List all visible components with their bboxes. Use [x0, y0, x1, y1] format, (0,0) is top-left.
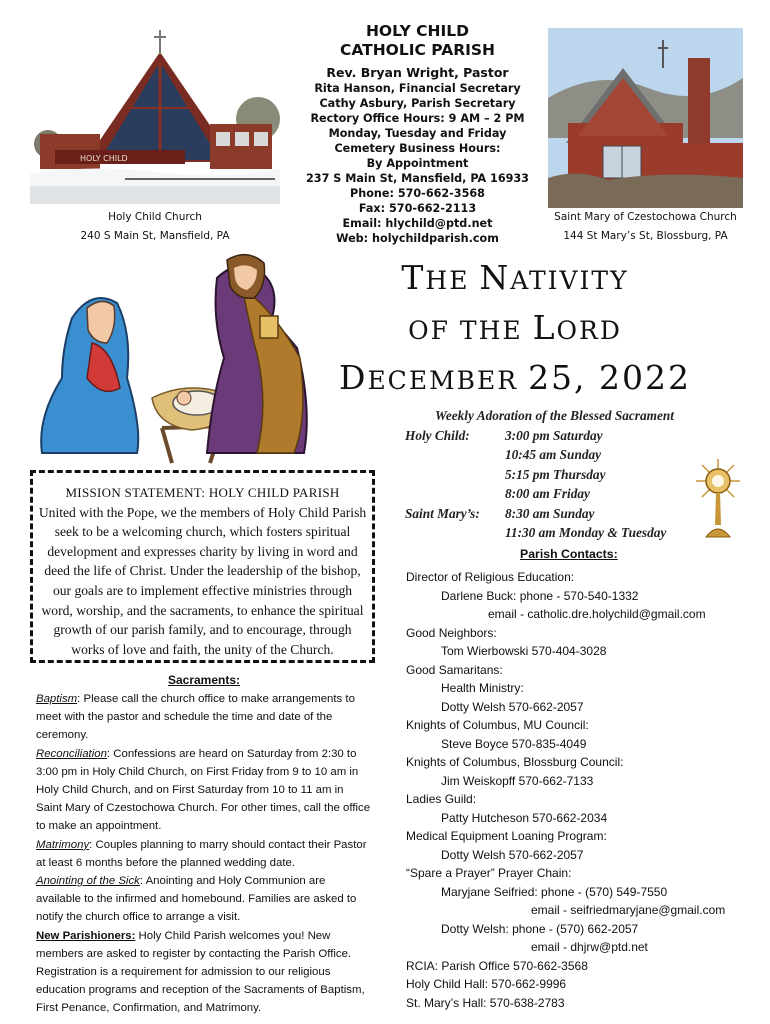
parish-info-line: Fax: 570-662-2113	[358, 202, 477, 215]
church-sign-text: HOLY CHILD	[80, 154, 128, 163]
holy-child-church-photo	[30, 24, 280, 204]
right-church-name: Saint Mary of Czestochowa Church	[554, 211, 737, 223]
parish-header	[290, 22, 545, 246]
adoration-place	[405, 486, 505, 505]
contact-line: St. Mary’s Hall: 570-638-2783	[406, 995, 565, 1010]
contact-line: Good Samaritans:	[406, 662, 503, 677]
adoration-row	[405, 428, 715, 447]
parish-info-line: Cemetery Business Hours:	[334, 142, 501, 155]
adoration-place: Holy Child:	[405, 428, 470, 443]
parish-info-line: Web: holychildparish.com	[336, 232, 499, 245]
parish-name-line1: HOLY CHILD	[365, 22, 470, 40]
adoration-schedule	[405, 408, 715, 544]
feast-title	[325, 258, 705, 408]
title-line-3: DECEMBER 25, 2022	[338, 358, 692, 397]
sacrament-term-separator: :	[106, 747, 111, 760]
contact-line: “Spare a Prayer” Prayer Chain:	[406, 866, 572, 880]
parish-info-lines	[290, 81, 545, 246]
adoration-place	[405, 525, 505, 544]
left-church-name: Holy Child Church	[108, 211, 202, 223]
contact-line: Dotty Welsh 570-662-2057	[441, 847, 584, 862]
parish-name-line2: CATHOLIC PARISH	[339, 41, 496, 59]
contact-line: Director of Religious Education:	[406, 570, 575, 584]
contact-line: Patty Hutcheson 570-662-2034	[441, 810, 608, 825]
left-church-address: 240 S Main St, Mansfield, PA	[80, 230, 230, 242]
contact-line: email - catholic.dre.holychild@gmail.com	[488, 607, 706, 621]
sacrament-term: Baptism	[36, 693, 78, 705]
sacrament-description: Holy Child Parish welcomes you! New members are asked to register by contacting the Parish Office. Registration is a requirement for admission to our religious education programs and reception of the Sacraments of Baptism, First Penance, Confirmation, and Matrimony.	[36, 929, 365, 1015]
adoration-time: 8:30 am Sunday	[505, 505, 595, 521]
adoration-row	[405, 525, 715, 544]
adoration-place	[405, 447, 505, 466]
left-church-caption	[30, 208, 280, 246]
sacraments-heading: Sacraments:	[167, 673, 241, 687]
contact-line: email - dhjrw@ptd.net	[531, 940, 648, 954]
adoration-heading: Weekly Adoration of the Blessed Sacrament	[435, 408, 674, 423]
sacrament-items	[36, 690, 372, 1018]
contact-line: Knights of Columbus, MU Council:	[406, 718, 589, 732]
sacrament-term: Anointing of the Sick	[36, 875, 140, 888]
pastor-name: Rev. Bryan Wright, Pastor	[326, 65, 509, 80]
contacts-heading: Parish Contacts:	[520, 547, 618, 561]
sacrament-term-separator: :	[77, 693, 81, 705]
contact-line: Knights of Columbus, Blossburg Council:	[406, 755, 624, 769]
contact-line: Dotty Welsh 570-662-2057	[441, 699, 584, 714]
sacrament-description: Couples planning to marry should contact their Pastor at least 6 months before the planned wedding date.	[36, 838, 367, 869]
sacrament-term: Matrimony	[36, 838, 90, 851]
mission-heading: MISSION STATEMENT: HOLY CHILD PARISH	[65, 485, 340, 500]
adoration-row	[405, 506, 715, 525]
title-line-2: OF THE LORD	[408, 308, 622, 347]
adoration-place	[405, 467, 505, 486]
sacraments-section	[36, 672, 372, 1018]
adoration-row	[405, 467, 715, 486]
mission-text: United with the Pope, we the members of Holy Child Parish seek to be a welcoming church, which fosters spiritual development and expresses charity by living in word and deed the life of Christ. Under the leadership of the bishop, our goals are to implement effective ministries through word, worship, and the sacraments, to enhance the spiritual growth of our parish family, and to encourage, through works of love and faith, the unity of the Church.	[38, 504, 367, 657]
contact-line: Darlene Buck: phone - 570-540-1332	[441, 588, 639, 603]
adoration-time: 11:30 am Monday & Tuesday	[505, 524, 667, 540]
sacrament-description: Please call the church office to make arrangements to meet with the pastor and schedule the time and date of the ceremony.	[36, 693, 355, 742]
contact-line: Dotty Welsh: phone - (570) 662-2057	[441, 921, 639, 936]
contact-line: Holy Child Hall: 570-662-9996	[406, 977, 567, 991]
parish-info-line: Rita Hanson, Financial Secretary	[314, 82, 521, 95]
saint-mary-church-photo	[548, 28, 743, 208]
adoration-time: 3:00 pm Saturday	[505, 428, 603, 443]
parish-name	[290, 22, 545, 60]
right-church-address: 144 St Mary’s St, Blossburg, PA	[563, 230, 728, 242]
adoration-time: 5:15 pm Thursday	[505, 466, 606, 482]
adoration-time: 10:45 am Sunday	[505, 447, 602, 463]
sacrament-item	[36, 872, 372, 927]
sacrament-description: Confessions are heard on Saturday from 2:30 to 3:00 pm in Holy Child Church, on First Friday from 9 to 10 am in Holy Child Church, and on First Saturday from 10 to 11 am in Saint Mary of Czestochowa Church. For other times, call the office to make an appointment.	[36, 747, 371, 833]
sacrament-description: Anointing and Holy Communion are available to the infirmed and homebound. Families are asked to notify the church office to arrange a visit.	[36, 875, 357, 924]
contact-line: email - seifriedmaryjane@gmail.com	[531, 903, 726, 917]
monstrance-icon	[692, 455, 744, 545]
adoration-place: Saint Mary’s:	[405, 505, 480, 521]
sacrament-term-separator: :	[89, 838, 93, 851]
sacrament-item	[36, 690, 372, 745]
contact-line: Maryjane Seifried: phone - (570) 549-7550	[441, 884, 668, 899]
parish-info-line: By Appointment	[366, 157, 469, 170]
sacrament-term: Reconciliation	[36, 747, 107, 760]
parish-info-line: Cathy Asbury, Parish Secretary	[319, 97, 516, 110]
sacrament-item	[36, 927, 372, 1018]
contact-line: Medical Equipment Loaning Program:	[406, 829, 607, 843]
nativity-illustration	[32, 248, 332, 466]
parish-info-line: 237 S Main St, Mansfield, PA 16933	[306, 172, 529, 185]
adoration-row	[405, 486, 715, 505]
parish-info-line: Rectory Office Hours: 9 AM – 2 PM	[310, 112, 525, 125]
contact-line: RCIA: Parish Office 570-662-3568	[406, 958, 588, 973]
adoration-time: 8:00 am Friday	[505, 486, 590, 502]
parish-info-line: Monday, Tuesday and Friday	[328, 127, 507, 140]
contact-line: Tom Wierbowski 570-404-3028	[441, 644, 607, 658]
mission-statement-box	[30, 470, 375, 663]
contact-line: Ladies Guild:	[406, 792, 477, 806]
right-church-caption	[538, 208, 753, 246]
sacrament-term: New Parishioners:	[36, 929, 136, 942]
adoration-rows	[405, 428, 715, 544]
parish-contacts	[406, 568, 746, 1012]
parish-info-line: Phone: 570-662-3568	[350, 187, 485, 200]
contact-line: Steve Boyce 570-835-4049	[441, 736, 587, 751]
sacrament-item	[36, 836, 372, 872]
title-line-1: THE NATIVITY	[401, 258, 629, 297]
contact-line: Good Neighbors:	[406, 625, 497, 640]
contact-line: Jim Weiskopff 570-662-7133	[441, 773, 594, 788]
adoration-row	[405, 447, 715, 466]
contact-line: Health Ministry:	[441, 681, 524, 695]
sacrament-term-separator: :	[139, 875, 144, 888]
sacrament-item	[36, 745, 372, 836]
parish-info-line: Email: hlychild@ptd.net	[342, 217, 493, 230]
